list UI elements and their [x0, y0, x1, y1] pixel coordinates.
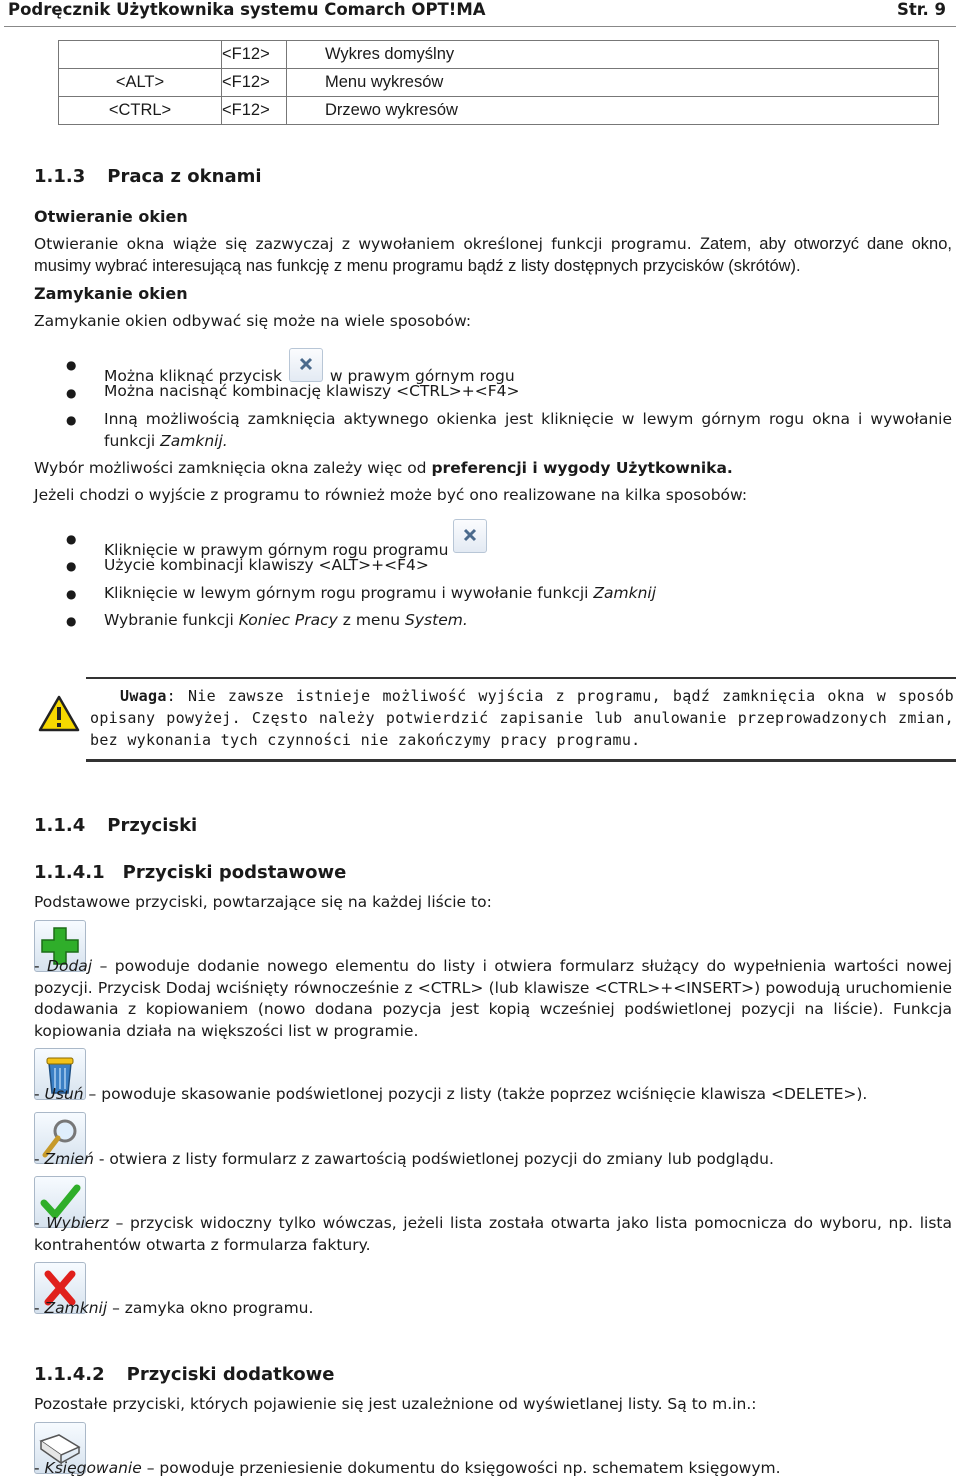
bullet: ●	[66, 559, 77, 573]
bullet: ●	[66, 587, 77, 601]
paragraph-exit-intro: Jeżeli chodzi o wyjście z programu to również może być ono realizowane na kilka sposobów:	[34, 486, 748, 504]
list-item: Wybranie funkcji Koniec Pracy z menu System.	[104, 611, 468, 629]
list-item: Inną możliwością zamknięcia aktywnego okienka jest kliknięcie w lewym górnym rogu okna i wywołanie funkcji Zamknij.	[104, 410, 952, 450]
subheading-opening-windows: Otwieranie okien	[34, 207, 188, 226]
modifier-cell: <ALT>	[59, 69, 222, 97]
close-x-icon	[289, 348, 323, 382]
section-heading-1-1-4-1: 1.1.4.1 Przyciski podstawowe	[34, 862, 347, 883]
key-cell: <F12>	[222, 73, 270, 91]
modifier-cell: <CTRL>	[59, 97, 222, 125]
paragraph-dodaj: - Dodaj – powoduje dodanie nowego elementu do listy i otwiera formularz służący do wypełnienia wartości nowej pozycji. Przycisk Dodaj wciśnięty równocześnie z <CTRL> (lub klawisze <CTRL>+<INSERT>) powodują uruchomienie dodawania z kopiowaniem (nowo dodana pozycja jest kopią wcześniej podświetlonej pozycji na liście). Funkcja kopiowania działa na większości list w programie.	[34, 957, 952, 1040]
paragraph-ksiegowanie: - Księgowanie – powoduje przeniesienie dokumentu do księgowości np. schematem księgowym.	[34, 1459, 781, 1477]
bullet: ●	[66, 614, 77, 628]
paragraph-basic-buttons-intro: Podstawowe przyciski, powtarzające się na każdej liście to:	[34, 893, 492, 911]
note-top-rule	[86, 677, 956, 679]
warning-icon	[38, 695, 80, 737]
header-divider	[4, 26, 956, 27]
paragraph-zamknij: - Zamknij – zamyka okno programu.	[34, 1299, 314, 1317]
list-item: Można kliknąć przycisk w prawym górnym rogu	[104, 354, 952, 388]
note-text: Uwaga: Nie zawsze istnieje możliwość wyjścia z programu, bądź zamknięcia okna w sposób opisany powyżej. Często należy potwierdzić zapisanie lub anulowanie przeprowadzonych zmian, bez wykonania tych czynności nie zakończymy pracy programu.	[90, 687, 954, 749]
key-cell: <F12>	[222, 45, 270, 63]
close-x-icon	[453, 519, 487, 553]
list-item: Użycie kombinacji klawiszy <ALT>+<F4>	[104, 556, 429, 574]
paragraph-choice: Wybór możliwości zamknięcia okna zależy więc od preferencji i wygody Użytkownika.	[34, 459, 733, 477]
paragraph-extra-buttons-intro: Pozostałe przyciski, których pojawienie się jest uzależnione od wyświetlanej listy. Są to m.in.:	[34, 1395, 757, 1413]
note-bottom-rule	[86, 759, 956, 762]
section-heading-1-1-3: 1.1.3 Praca z oknami	[34, 166, 262, 187]
paragraph-opening: Otwieranie okna wiąże się zazwyczaj z wywołaniem określonej funkcji programu. Zatem, aby otworzyć dane okno, musimy wybrać interesującą nas funkcję z menu programu bądź z listy dostępnych przycisków (skrótów).	[34, 235, 952, 275]
bullet: ●	[66, 413, 77, 427]
section-heading-1-1-4-2: 1.1.4.2 Przyciski dodatkowe	[34, 1364, 335, 1385]
table-row	[59, 97, 939, 125]
modifier-cell	[59, 41, 222, 69]
table-row	[59, 41, 939, 69]
bullet: ●	[66, 358, 77, 372]
bullet: ●	[66, 386, 77, 400]
page-number: Str. 9	[896, 0, 946, 19]
paragraph-closing-intro: Zamykanie okien odbywać się może na wiele sposobów:	[34, 312, 472, 330]
subheading-closing-windows: Zamykanie okien	[34, 284, 188, 303]
table-row	[59, 69, 939, 97]
paragraph-wybierz: - Wybierz – przycisk widoczny tylko wówczas, jeżeli lista została otwarta jako lista pomocnicza do wyboru, np. lista kontrahentów otwarta z formularza faktury.	[34, 1214, 952, 1254]
list-item: Kliknięcie w prawym górnym rogu programu	[104, 528, 952, 562]
list-item: Można nacisnąć kombinację klawiszy <CTRL>+<F4>	[104, 382, 520, 400]
document-title: Podręcznik Użytkownika systemu Comarch OPT!MA	[8, 0, 486, 19]
bullet: ●	[66, 532, 77, 546]
description-cell: Menu wykresów	[287, 69, 939, 96]
section-heading-1-1-4: 1.1.4 Przyciski	[34, 815, 198, 836]
paragraph-usun: - Usuń – powoduje skasowanie podświetlonej pozycji z listy (także poprzez wciśnięcie klawisza <DELETE>).	[34, 1085, 868, 1103]
description-cell: Wykres domyślny	[287, 41, 939, 68]
paragraph-zmien: - Zmień - otwiera z listy formularz z zawartością podświetlonej pozycji do zmiany lub podglądu.	[34, 1150, 774, 1168]
key-cell: <F12>	[222, 101, 270, 119]
shortcut-table	[58, 40, 939, 125]
list-item: Kliknięcie w lewym górnym rogu programu i wywołanie funkcji Zamknij	[104, 584, 657, 602]
description-cell: Drzewo wykresów	[287, 97, 939, 124]
